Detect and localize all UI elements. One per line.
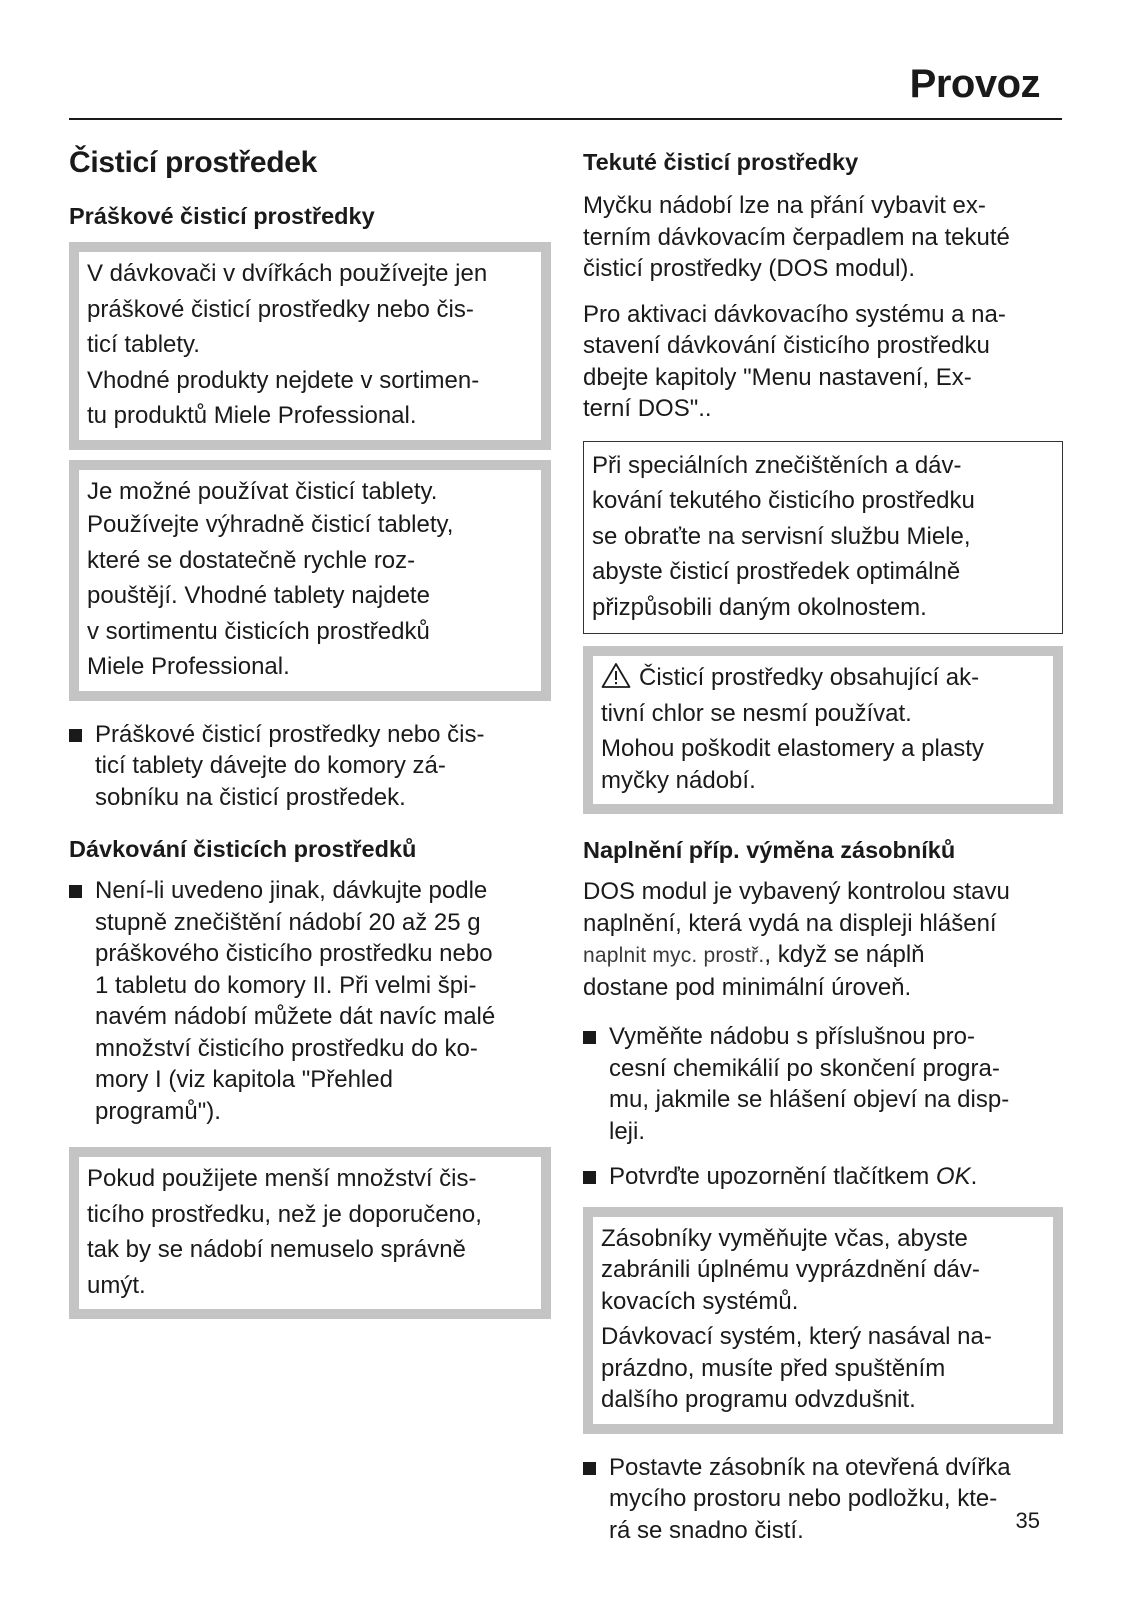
text-line: kovacích systémů. xyxy=(601,1287,799,1315)
text-line: Pokud použijete menší množství čis- xyxy=(87,1165,477,1192)
bullet-item xyxy=(583,1021,1063,1147)
text-line: dostane pod minimální úroveň. xyxy=(583,973,912,1001)
text-line: kování tekutého čisticího prostředku xyxy=(592,487,975,514)
text-line: práškového čisticího prostředku nebo xyxy=(95,940,493,967)
text-line: myčky nádobí. xyxy=(601,766,756,794)
text-line: naplnění, která vydá na displeji hlášení xyxy=(583,909,997,937)
text-line: v sortimentu čisticích prostředků xyxy=(87,617,430,645)
text-line: zabránili úplnému vyprázdnění dáv- xyxy=(601,1256,980,1283)
warning-text: Čisticí prostředky obsahující ak- xyxy=(639,664,980,691)
liquid-detergents-heading: Tekuté čisticí prostředky xyxy=(583,149,859,175)
text-line: Vhodné produkty nejdete v sortimen- xyxy=(87,366,480,394)
text-line: práškové čisticí prostředky nebo čis- xyxy=(87,295,474,323)
text-fragment: , když se náplň xyxy=(764,941,925,968)
bullet-square-icon xyxy=(69,719,95,814)
text-line: prázdno, musíte před spuštěním xyxy=(601,1354,946,1382)
text-line: rá se snadno čistí. xyxy=(609,1516,804,1544)
header-rule xyxy=(69,118,1062,120)
text-line: cesní chemikálií po skončení progra- xyxy=(609,1054,1000,1082)
ok-key-label: OK xyxy=(935,1163,971,1190)
text-line: se obraťte na servisní službu Miele, xyxy=(592,522,971,550)
text-line: mycího prostoru nebo podložku, kte- xyxy=(609,1485,998,1512)
text-line: programů"). xyxy=(95,1097,221,1125)
text-line: Práškové čisticí prostředky nebo čis- xyxy=(95,720,485,748)
text-line: stupně znečištění nádobí 20 až 25 g xyxy=(95,908,481,936)
text-line: množství čisticího prostředku do ko- xyxy=(95,1034,478,1062)
display-message: naplnit myc. prostř. xyxy=(583,944,765,967)
bullet-item xyxy=(583,1452,1063,1547)
underdosing-note-box xyxy=(69,1147,551,1319)
text-line: Používejte výhradně čisticí tablety, xyxy=(87,511,454,538)
bullet-square-icon xyxy=(583,1452,609,1547)
text-line: ticí tablety. xyxy=(87,331,200,358)
text-line: tivní chlor se nesmí používat. xyxy=(601,699,912,727)
paragraph xyxy=(583,876,1063,1003)
text-line: Postavte zásobník na otevřená dvířka xyxy=(609,1453,1011,1481)
text-line: Je možné používat čisticí tablety. xyxy=(87,477,438,505)
text-line: V dávkovači v dvířkách používejte jen xyxy=(87,260,488,287)
text-line xyxy=(583,939,1063,972)
text-line: terním dávkovacím čerpadlem na tekuté xyxy=(583,223,1010,251)
text-line: ticího prostředku, než je doporučeno, xyxy=(87,1200,482,1228)
text-line: stavení dávkování čisticího prostředku xyxy=(583,332,990,359)
tablets-info-box xyxy=(69,460,551,701)
text-line: Pro aktivaci dávkovacího systému a na- xyxy=(583,300,1006,328)
page-heading: Čisticí prostředek xyxy=(69,146,318,179)
text-line: dalšího programu odvzdušnit. xyxy=(601,1386,916,1413)
text-line: přizpůsobili daným okolnostem. xyxy=(592,593,927,621)
text-line: mory I (viz kapitola "Přehled xyxy=(95,1066,393,1093)
text-line: 1 tabletu do komory II. Při velmi špi- xyxy=(95,971,477,999)
text-line: pouštějí. Vhodné tablety najdete xyxy=(87,582,430,609)
text-line: mu, jakmile se hlášení objeví na disp- xyxy=(609,1086,1010,1113)
text-line: ticí tablety dávejte do komory zá- xyxy=(95,752,446,779)
powder-info-box xyxy=(69,242,551,450)
bullet-item xyxy=(69,875,551,1127)
text-line xyxy=(601,662,1045,698)
text-line: Není-li uvedeno jinak, dávkujte podle xyxy=(95,877,488,904)
bullet-item xyxy=(583,1161,1063,1193)
text-line: čisticí prostředky (DOS modul). xyxy=(583,255,916,282)
text-line: dbejte kapitoly "Menu nastavení, Ex- xyxy=(583,363,972,391)
text-fragment: Potvrďte upozornění tlačítkem xyxy=(609,1163,936,1190)
paragraph xyxy=(583,190,1063,285)
text-line: tak by se nádobí nemuselo správně xyxy=(87,1236,466,1263)
right-column xyxy=(583,140,1063,1546)
text-line: Miele Professional. xyxy=(87,653,290,680)
text-line: tu produktů Miele Professional. xyxy=(87,402,417,429)
bullet-square-icon xyxy=(583,1161,609,1193)
left-column xyxy=(69,140,551,1319)
powder-detergents-heading: Práškové čisticí prostředky xyxy=(69,203,375,229)
bullet-square-icon xyxy=(583,1021,609,1147)
text-line: Při speciálních znečištěních a dáv- xyxy=(592,451,962,479)
text-line: umýt. xyxy=(87,1271,146,1299)
text-line: DOS modul je vybavený kontrolou stavu xyxy=(583,878,1010,905)
text-line: sobníku na čisticí prostředek. xyxy=(95,783,406,811)
text-line: Zásobníky vyměňujte včas, abyste xyxy=(601,1224,968,1252)
text-line: leji. xyxy=(609,1117,646,1145)
service-note-box xyxy=(583,441,1063,635)
warning-triangle-icon xyxy=(601,662,631,698)
section-title: Provoz xyxy=(909,62,1040,106)
dosing-heading: Dávkování čisticích prostředků xyxy=(69,836,417,862)
text-line: terní DOS".. xyxy=(583,395,712,422)
chlorine-warning-box xyxy=(583,646,1063,814)
text-line: navém nádobí můžete dát navíc malé xyxy=(95,1003,496,1030)
page-number: 35 xyxy=(1015,1508,1040,1533)
replace-in-time-box xyxy=(583,1207,1063,1434)
refill-heading: Naplnění příp. výměna zásobníků xyxy=(583,837,956,863)
text-fragment: . xyxy=(970,1163,978,1190)
text-line: abyste čisticí prostředek optimálně xyxy=(592,558,961,585)
text-line: Dávkovací systém, který nasával na- xyxy=(601,1323,992,1350)
bullet-square-icon xyxy=(69,875,95,1127)
bullet-item xyxy=(69,719,551,814)
paragraph xyxy=(583,299,1063,425)
text-line: Vyměňte nádobu s příslušnou pro- xyxy=(609,1023,975,1050)
text-line: které se dostatečně rychle roz- xyxy=(87,546,416,574)
text-line: Myčku nádobí lze na přání vybavit ex- xyxy=(583,192,986,219)
text-line: Mohou poškodit elastomery a plasty xyxy=(601,735,984,762)
